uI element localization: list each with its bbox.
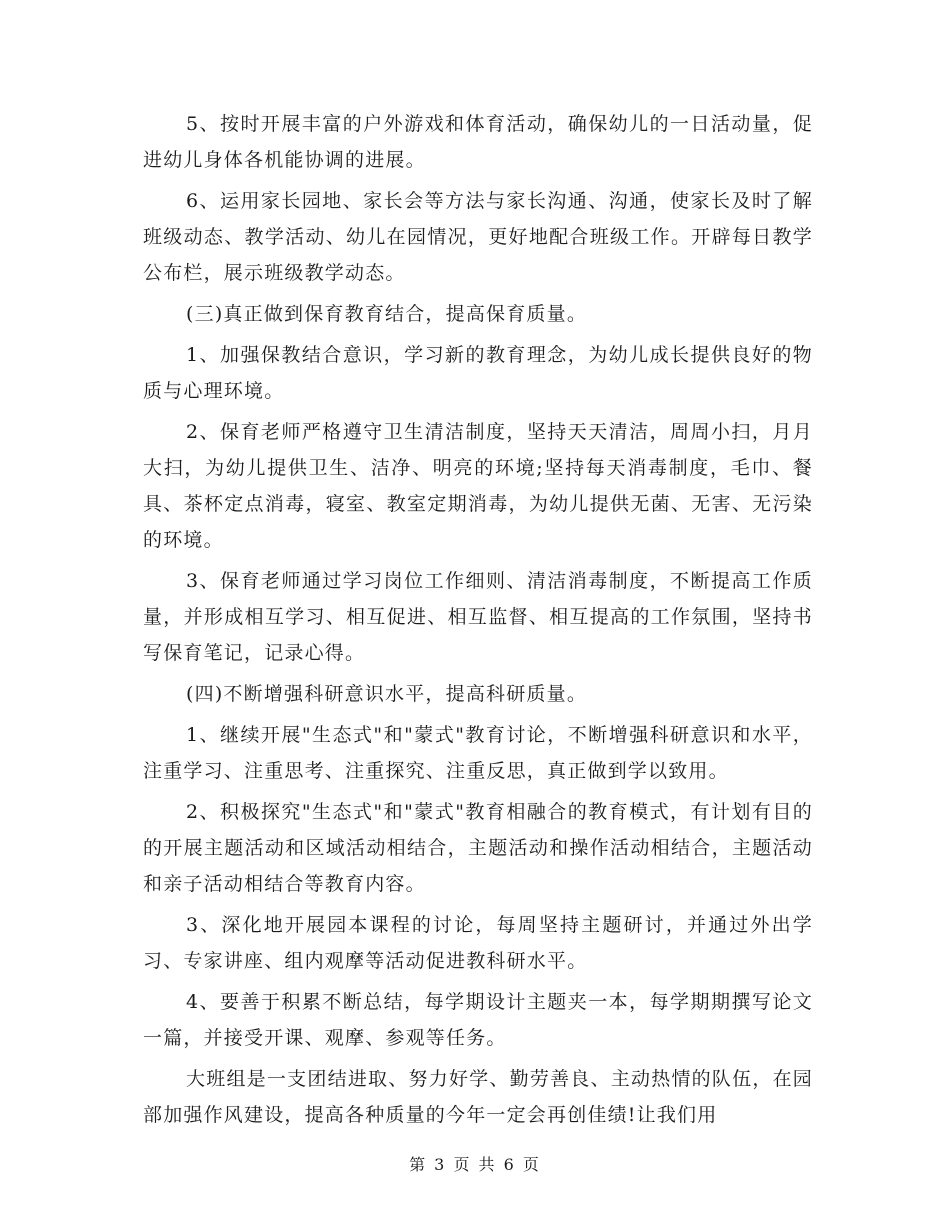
paragraph-care-3: 3、保育老师通过学习岗位工作细则、清洁消毒制度，不断提高工作质量，并形成相互学习、相互促进、相互监督、相互提高的工作氛围，坚持书写保育笔记，记录心得。 [143,570,813,664]
section-heading-4: (四)不断增强科研意识水平，提高科研质量。 [186,683,588,705]
paragraph-item-6: 6、运用家长园地、家长会等方法与家长沟通、沟通，使家长及时了解班级动态、教学活动、幼儿在园情况，更好地配合班级工作。开辟每日教学公布栏，展示班级教学动态。 [143,190,813,284]
section-heading-3: (三)真正做到保育教育结合，提高保育质量。 [186,303,588,325]
paragraph-item-5: 5、按时开展丰富的户外游戏和体育活动，确保幼儿的一日活动量，促进幼儿身体各机能协调的进展。 [143,113,813,171]
paragraph-closing: 大班组是一支团结进取、努力好学、勤劳善良、主动热情的队伍，在园部加强作风建设，提高各种质量的今年一定会再创佳绩!让我们用 [143,1068,813,1126]
page-number-footer: 第 3 页 共 6 页 [409,1155,541,1174]
paragraph-research-3: 3、深化地开展园本课程的讨论，每周坚持主题研讨，并通过外出学习、专家讲座、组内观摩等活动促进教科研水平。 [143,914,813,972]
paragraph-research-1: 1、继续开展"生态式"和"蒙式"教育讨论，不断增强科研意识和水平，注重学习、注重思考、注重探究、注重反思，真正做到学以致用。 [143,724,813,782]
paragraph-research-2: 2、积极探究"生态式"和"蒙式"教育相融合的教育模式，有计划有目的的开展主题活动和区域活动相结合，主题活动和操作活动相结合，主题活动和亲子活动相结合等教育内容。 [143,801,813,895]
paragraph-care-2: 2、保育老师严格遵守卫生清洁制度，坚持天天清洁，周周小扫，月月大扫，为幼儿提供卫生、洁净、明亮的环境;坚持每天消毒制度，毛巾、餐具、茶杯定点消毒，寝室、教室定期消毒，为幼儿提供无菌、无害、无污染的环境。 [143,421,813,551]
document-body [143,106,813,1138]
paragraph-research-4: 4、要善于积累不断总结，每学期设计主题夹一本，每学期期撰写论文一篇，并接受开课、观摩、参观等任务。 [143,991,813,1049]
paragraph-care-1: 1、加强保教结合意识，学习新的教育理念，为幼儿成长提供良好的物质与心理环境。 [143,344,813,402]
